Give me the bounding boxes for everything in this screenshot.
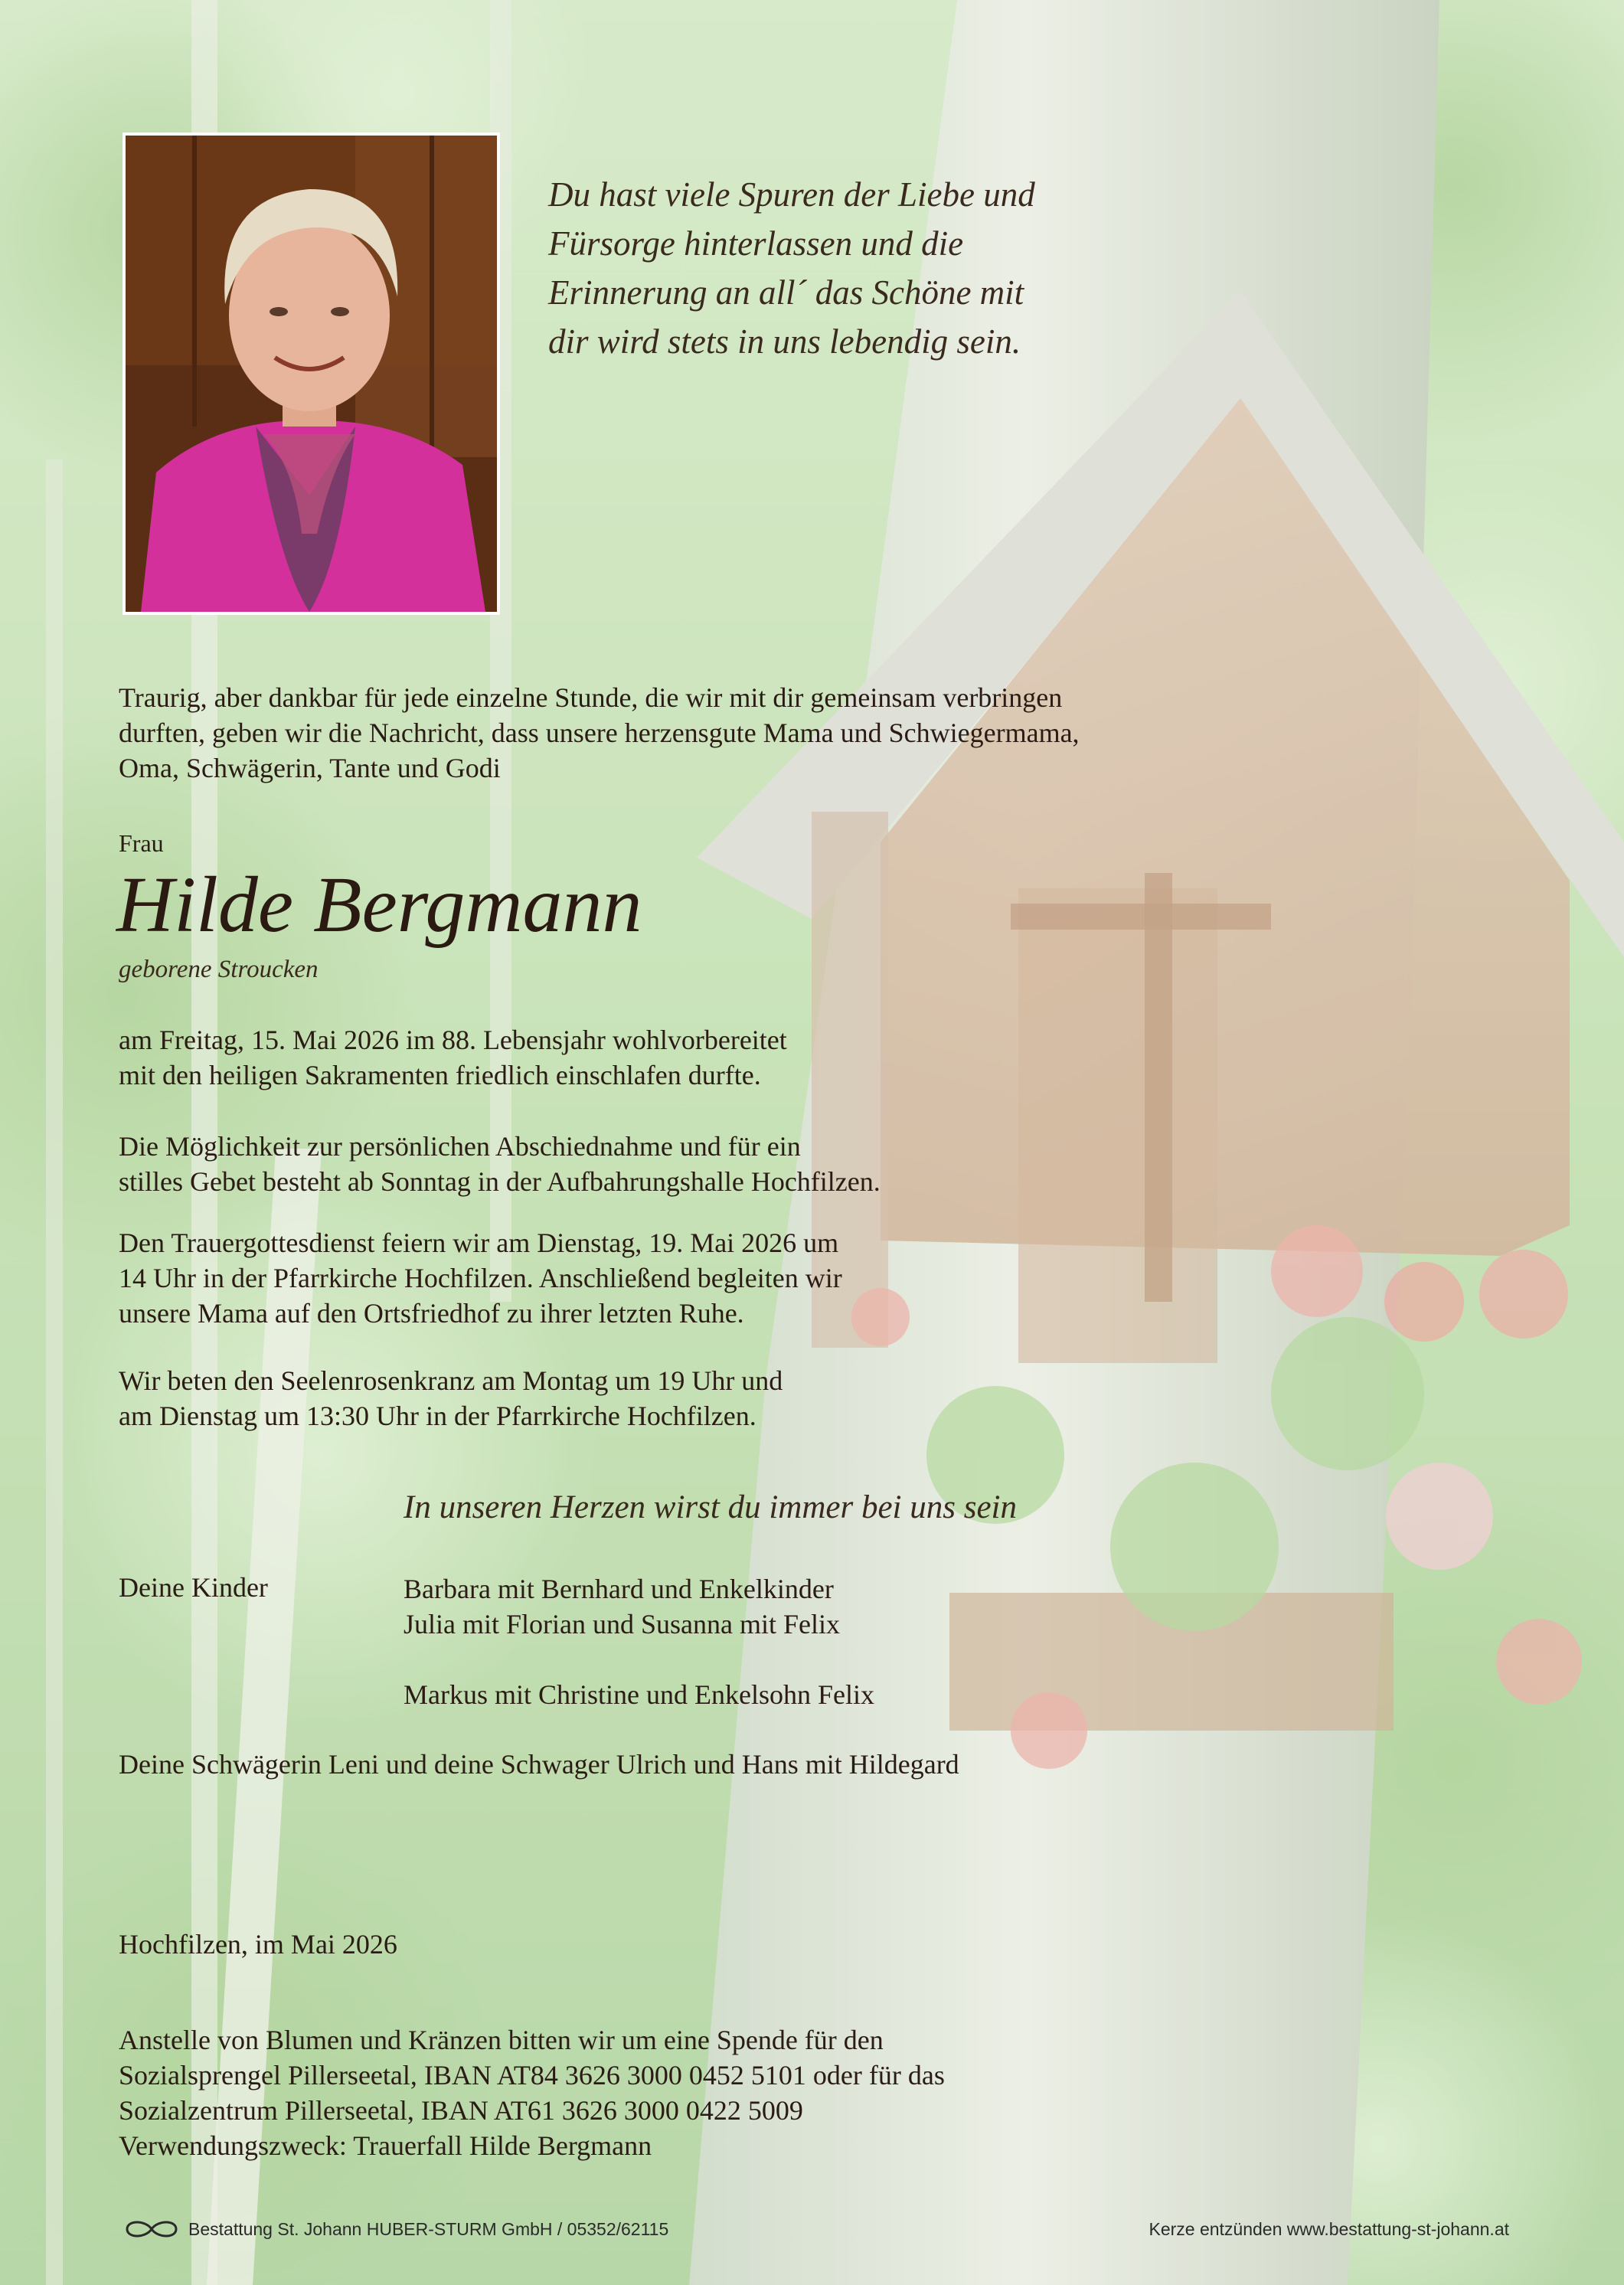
family-label: Deine Kinder	[119, 1572, 268, 1603]
memorial-motto: In unseren Herzen wirst du immer bei uns sein	[404, 1489, 1018, 1525]
service-paragraph	[119, 1225, 842, 1331]
death-line: mit den heiligen Sakramenten friedlich einschlafen durfte.	[119, 1060, 761, 1090]
intro-line: Oma, Schwägerin, Tante und Godi	[119, 753, 501, 783]
name-prefix: Frau	[119, 829, 164, 857]
quote-line: Du hast viele Spuren der Liebe und	[548, 175, 1035, 214]
deceased-name: Hilde Bergmann	[116, 861, 642, 949]
quote-line: dir wird stets in uns lebendig sein.	[548, 322, 1021, 361]
undertaker-text: Bestattung St. Johann HUBER-STURM GmbH / 05352/62115	[188, 2218, 669, 2239]
service-line: Den Trauergottesdienst feiern wir am Dienstag, 19. Mai 2026 um	[119, 1227, 839, 1258]
viewing-paragraph	[119, 1129, 881, 1199]
intro-line: Traurig, aber dankbar für jede einzelne Stunde, die wir mit dir gemeinsam verbringen	[119, 682, 1063, 713]
donation-line: Verwendungszweck: Trauerfall Hilde Bergmann	[119, 2130, 652, 2161]
service-line: unsere Mama auf den Ortsfriedhof zu ihrer letzten Ruhe.	[119, 1298, 744, 1329]
viewing-line: Die Möglichkeit zur persönlichen Abschiednahme und für ein	[119, 1131, 801, 1162]
maiden-name: geborene Stroucken	[119, 956, 319, 983]
service-line: 14 Uhr in der Pfarrkirche Hochfilzen. Anschließend begleiten wir	[119, 1263, 842, 1293]
rosary-line: am Dienstag um 13:30 Uhr in der Pfarrkirche Hochfilzen.	[119, 1401, 756, 1431]
intro-paragraph	[119, 680, 1080, 786]
portrait-photo	[123, 132, 500, 615]
family-line: Julia mit Florian und Susanna mit Felix	[404, 1609, 840, 1639]
death-paragraph	[119, 1022, 787, 1093]
undertaker-credit	[123, 2216, 668, 2242]
viewing-line: stilles Gebet besteht ab Sonntag in der Aufbahrungshalle Hochfilzen.	[119, 1166, 881, 1197]
donation-line: Sozialzentrum Pillerseetal, IBAN AT61 3626 3000 0422 5009	[119, 2095, 803, 2126]
memorial-quote	[548, 170, 1237, 366]
rosary-line: Wir beten den Seelenrosenkranz am Montag um 19 Uhr und	[119, 1365, 783, 1396]
family-spacer	[404, 1642, 874, 1677]
donation-paragraph	[119, 2022, 945, 2163]
quote-line: Erinnerung an all´ das Schöne mit	[548, 273, 1024, 312]
donation-line: Sozialsprengel Pillerseetal, IBAN AT84 3626 3000 0452 5101 oder für das	[119, 2060, 945, 2090]
family-line: Markus mit Christine und Enkelsohn Felix	[404, 1679, 874, 1710]
rosary-paragraph	[119, 1363, 783, 1433]
family-list	[404, 1571, 874, 1712]
place-date: Hochfilzen, im Mai 2026	[119, 1929, 397, 1960]
death-line: am Freitag, 15. Mai 2026 im 88. Lebensjahr wohlvorbereitet	[119, 1025, 787, 1055]
intro-line: durften, geben wir die Nachricht, dass unsere herzensgute Mama und Schwiegermama,	[119, 718, 1080, 748]
footer	[123, 2216, 1509, 2247]
inlaws-line: Deine Schwägerin Leni und deine Schwager Ulrich und Hans mit Hildegard	[119, 1749, 959, 1780]
donation-line: Anstelle von Blumen und Kränzen bitten wir um eine Spende für den	[119, 2025, 884, 2055]
family-line: Barbara mit Bernhard und Enkelkinder	[404, 1574, 834, 1604]
quote-line: Fürsorge hinterlassen und die	[548, 224, 964, 263]
candle-link[interactable]: Kerze entzünden www.bestattung-st-johann.at	[1149, 2219, 1509, 2239]
infinity-icon	[123, 2216, 181, 2242]
